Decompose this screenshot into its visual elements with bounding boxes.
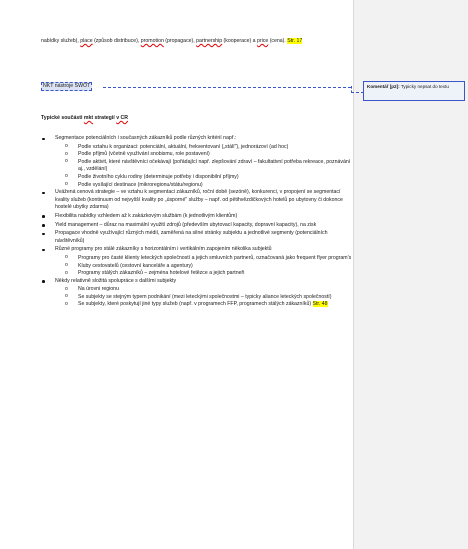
sub-list-item[interactable] [40,255,352,263]
heading-text: strategií [93,115,117,121]
list-item-text: Někdy relativně složitá spolupráce s dalšími subjekty [55,277,177,284]
list-item-text: Propagace vhodně využívající různých médií, zaměřená na silné stránky subjektu a jednotlivé segmenty (potenciálních návštěvníků) [55,230,328,244]
text-fragment: (způsob distribuce), [92,38,141,44]
list-item-text: Yield management – důraz na maximální využití zdrojů (především ubytovací kapacity, dopravní kapacity), na zisk [55,221,317,228]
comment-balloon[interactable] [363,81,465,101]
sub-list-item-text: Programy pro časté klienty leteckých společností a jejich smluvních partnerů, označovaná jako frequent flyer program's [78,254,352,261]
text-fragment: (propagace), [163,38,197,44]
sub-list-item-text: Programy stálých zákazníků – zejména hotelové řetězce a jejich partneři [78,270,245,277]
spellcheck-word[interactable]: promotion [140,38,164,44]
sub-list-item-text: Se subjekty se stejným typem podnikání (mezi leteckými společnostmi – typicky aliance leteckých společností) [78,293,332,300]
paragraph-top[interactable] [41,38,355,46]
spellcheck-word[interactable]: v CR [116,115,129,121]
bullet-list[interactable] [28,135,352,309]
list-item[interactable] [28,230,352,245]
list-item-text: Různé programy pro stálé zákazníky s horizontálním i vertikálním zapojením několika subjektů [55,246,272,253]
list-item-text: Uvážená cenová strategie – ve vztahu k segmentaci zákazníků, roční době (sezóně), konkurenci, v propojení se segmentací kvality služeb (kontinuum od nejvyšší kvality po „úsporné" služby – např. od pětihvězdičkových hotelů po ubytovny či dokonce hostelé ubytky zdarma) [55,189,343,211]
highlighted-page-ref: Str. 17 [287,38,303,44]
heading-text: Typické součásti [41,115,84,121]
list-item[interactable] [28,246,352,254]
comment-anchor-line [103,87,351,88]
list-item[interactable] [28,213,352,221]
sub-list-item[interactable] [40,286,352,294]
commented-text-swot[interactable]: NKT nástroje SWOT [43,83,91,89]
sub-list-item-text: Podle aktivit, které návštěvníci očekávají (pořádající např. zlepšování zdraví – fakultativní potřeba rekreace, poznávání aj., vzdělání) [78,158,351,173]
section-heading[interactable] [41,115,355,123]
sub-list-item[interactable] [40,151,352,159]
sub-list-item[interactable] [40,174,352,182]
sub-list-item-text: Podle příjmů (včetně využívání snobismu, role postavení) [78,151,210,158]
spellcheck-word[interactable]: mkt [83,115,94,121]
sub-list-item-text: Podle vysílající destinace (mikroregionu/státu/regionu) [78,181,203,188]
list-item[interactable] [28,278,352,286]
highlighted-page-ref: Str. 48 [312,301,328,308]
comment-author: Komentář [p2]: [367,84,400,89]
sub-list-item-text: Se subjekty, které poskytují jiné typy služeb (např. v programech FFP, programech stálých zákazníků) [78,301,313,308]
comment-text: Typicky nepsat do textu [399,84,449,89]
text-fragment: nabídky služeb), [41,38,81,44]
spellcheck-word[interactable]: place [80,38,93,44]
list-item-text: Segmentace potenciálních i současných zákazníků podle různých kritérií např.: [55,135,237,141]
list-item[interactable] [28,222,352,230]
sub-list-item[interactable] [40,263,352,271]
sub-list-item[interactable] [40,270,352,278]
sub-list-item-text: Podle životního cyklu rodiny (determinuje potřeby i disponibilní příjmy) [78,173,239,180]
sub-list-item[interactable] [40,301,352,309]
spellcheck-word[interactable]: price [257,38,269,44]
spellcheck-word[interactable]: partnership [196,38,223,44]
sub-list-item[interactable] [40,159,352,174]
sub-list-item-text: Kluby cestovatelů (cestovní kanceláře a agentury) [78,262,193,269]
list-item[interactable] [28,135,352,143]
sub-list-item-text: Podle vztahu k organizaci: potenciální, aktuální, frekventovaní („stálí"), jednorázoví (ad hoc) [78,143,289,150]
sub-list-item-text: Na úrovni regionu [78,286,119,293]
list-item-text: Flexibilita nabídky vzhledem až k zakázkovým službám (k jednotlivým klientům) [55,212,238,219]
list-item[interactable] [28,189,352,212]
text-fragment: (kooperace) a [222,38,257,44]
text-fragment: (cena). [268,38,288,44]
